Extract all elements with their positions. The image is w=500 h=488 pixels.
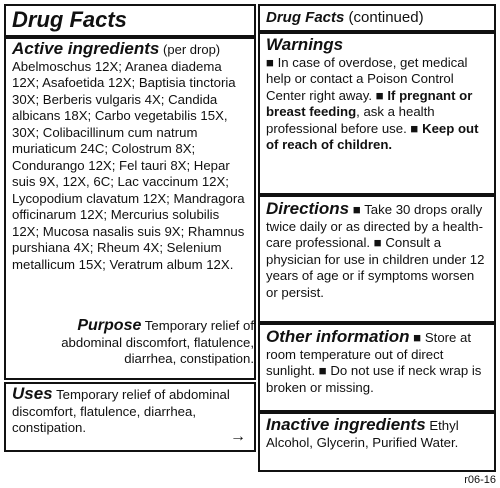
warnings-section <box>260 35 494 154</box>
purpose-heading: Purpose <box>77 317 142 334</box>
divider <box>260 321 494 325</box>
label-code: r06-16 <box>464 474 496 486</box>
uses-section <box>6 384 254 440</box>
drug-facts-panel <box>4 4 256 380</box>
other-information-text: ■ Store at room temperature out of direct sunlight. ■ Do not use if neck wrap is broken or missing. <box>266 330 482 395</box>
active-ingredients-text: Abelmoschus 12X; Aranea diadema 12X; Asafoetida 12X; Baptisia tinctoria 30X; Berberis vulgaris 4X; Candida albicans 18X; Carbo vegetabilis 15X, 30X; Colibacillinum cum natrum muriaticum 24C; Colostrum 8X; Condurango 12X; Fel tauri 8X; Hepar suis 9X, 12X, 6C; Lac vaccinum 12X; Lycopodium clavatum 12X; Mandragora officinarum 12X; Mercurius solubilis 12X; Mucosa nasalis suis 9X; Rhamnus purshiana 4X; Rheum 4X; Selenium metallicum 15X; Veratrum album 12X. <box>12 58 245 272</box>
warnings-heading: Warnings <box>266 35 344 54</box>
other-information-section <box>260 327 494 396</box>
active-ingredients-note: (per drop) <box>163 42 221 57</box>
warnings-bold-1: If pregnant or breast feeding <box>266 87 473 119</box>
continued-title <box>260 6 494 30</box>
uses-heading: Uses <box>12 384 53 403</box>
directions-heading: Directions <box>266 199 350 218</box>
other-information-heading: Other information <box>266 327 410 346</box>
divider <box>260 193 494 197</box>
warnings-text-1: ■ In case of overdose, get medical help or contact a Poison Control Center right away. ■ <box>266 54 468 103</box>
uses-text: Temporary relief of abdominal discomfort, flatulence, diarrhea, constipation. <box>12 387 230 435</box>
warnings-bold-2: Keep out of reach of children. <box>266 120 479 152</box>
divider <box>260 410 494 414</box>
uses-panel <box>4 382 256 452</box>
directions-text: ■ Take 30 drops orally twice daily or as directed by a health-care professional. ■ Consult a physician for use in children under 12 years of age or if symptoms worsen or persist. <box>266 202 485 300</box>
drug-facts-continued-panel <box>258 4 496 472</box>
panel-title: Drug Facts <box>12 7 127 32</box>
divider <box>260 30 494 34</box>
directions-section <box>260 199 494 301</box>
purpose-text: Temporary relief of abdominal discomfort, flatulence, diarrhea, constipation. <box>61 318 254 366</box>
active-ingredients-heading: Active ingredients <box>12 39 160 58</box>
inactive-ingredients-text: Ethyl Alcohol, Glycerin, Purified Water. <box>266 418 459 450</box>
purpose-section <box>54 318 254 368</box>
warnings-text-2: , ask a health professional before use. ■ <box>266 104 435 136</box>
continue-arrow-icon: → <box>230 428 246 445</box>
continued-title-rest: (continued) <box>348 9 424 26</box>
inactive-ingredients-heading: Inactive ingredients <box>266 415 426 434</box>
active-ingredients-section <box>6 39 254 276</box>
continued-title-bold: Drug Facts <box>266 9 345 26</box>
inactive-ingredients-section <box>260 415 494 451</box>
